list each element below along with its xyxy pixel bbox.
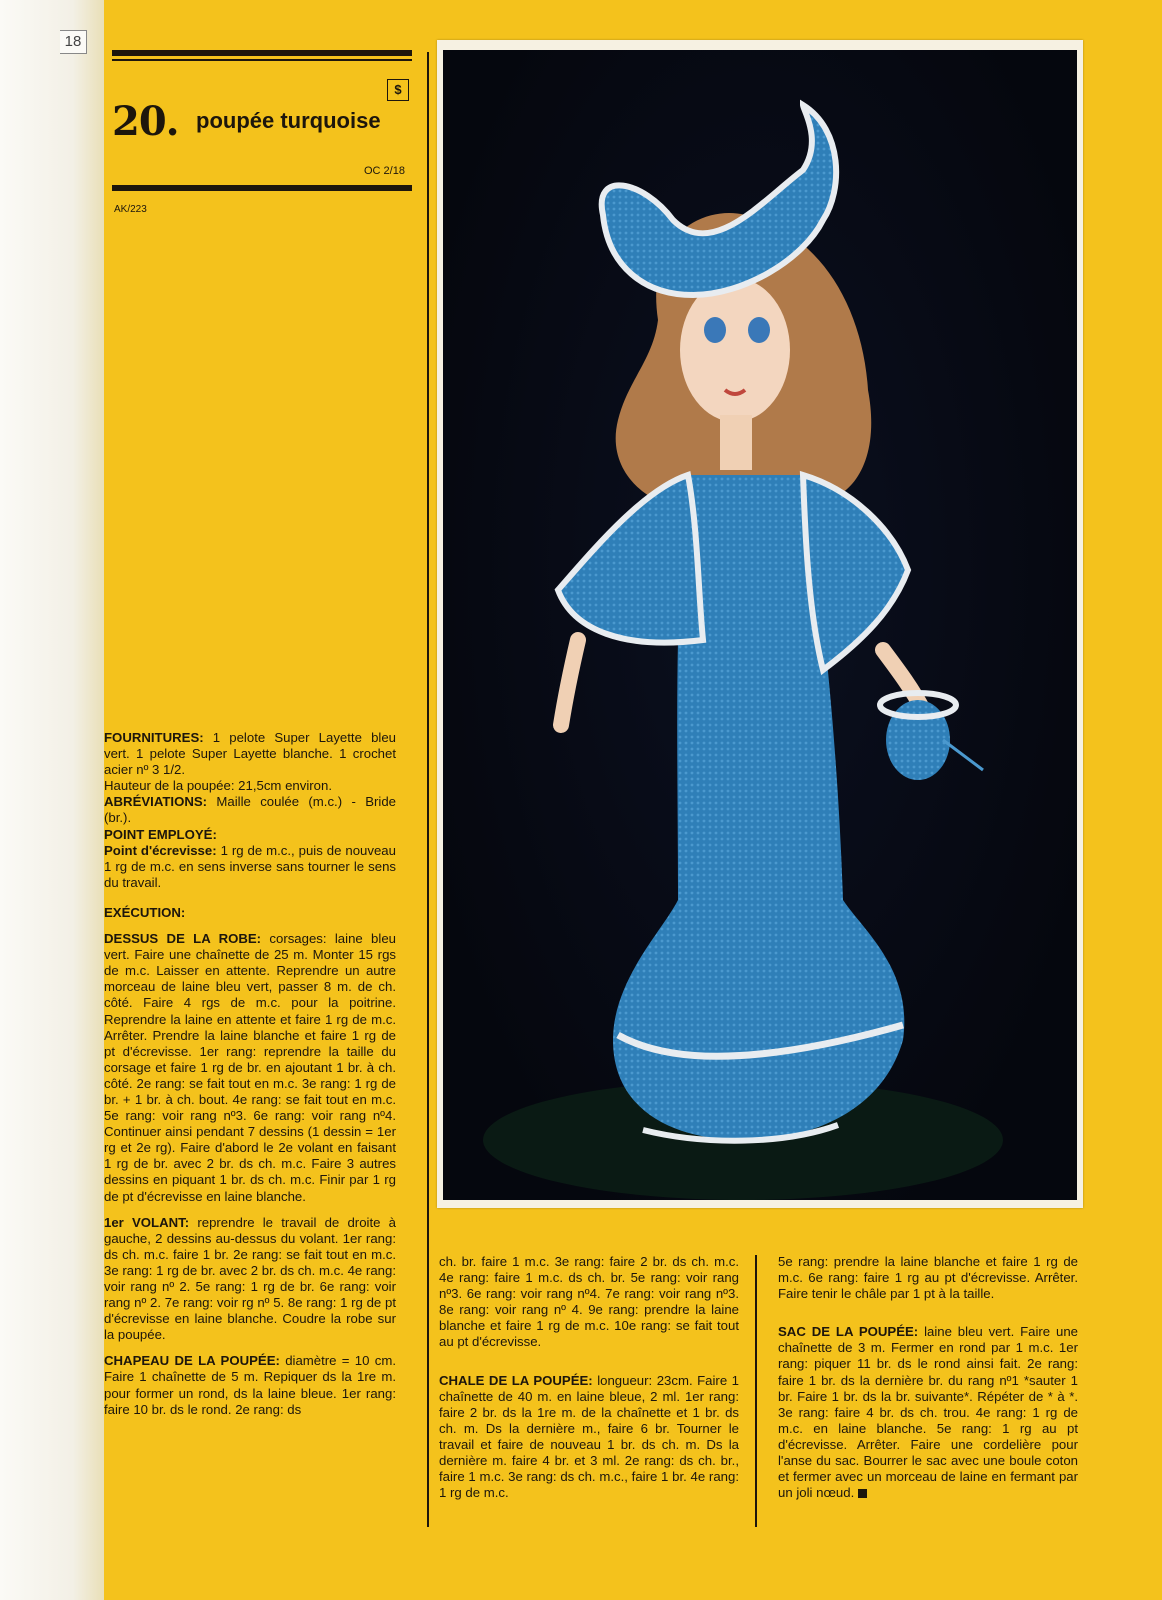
ruffle-text: reprendre le travail de droite à gauche, 2 dessins au-dessus du volant. 1er rang: ds ch. m.c. faire 1 br. 2e rang: se fait tout en m.c. 3e rang: 1 rg de br. avec 2 br. ds ch. m.c. 4e rang: voir rang nº 2. 5e rang: 1 rg de br. 6e rang: voir rang nº 2. 7e rang: voir rg nº 5. 8e rang: 1 rg de pt d'écrevisse en laine blanche. Coudre la robe sur la poupée. bbox=[104, 1214, 396, 1343]
abbreviations-text: Maille coulée (m.c.) - Bride (br.). bbox=[104, 794, 396, 826]
page-margin bbox=[0, 0, 104, 1600]
dress-top-text: corsages: laine bleu vert. Faire une chaînette de 25 m. Monter 15 rgs de m.c. Laisser en attente. Reprendre un autre morceau de laine bleu vert, passer 8 m. de ch. côté. Faire 4 rgs de m.c. pour la poitrine. Reprendre la laine en attente et faire 1 rg de m.c. Arrêter. Prendre la laine blanche et faire 1 rg de pt d'écrevisse. 1er rang: reprendre la taille du corsage et faire 1 rg de br. en ajoutant 1 br. à ch. côté. 2e rang: se fait tout en m.c. 3e rang: 1 rg de br. + 1 br. à ch. bout. 4e rang: se fait tout en m.c. 5e rang: voir rang nº3. 6e rang: voir rang nº4. Continuer ainsi pendant 7 dessins (1 dessin = 1er rg et 2e rg). Faire d'abord le 2e volant en faisant 1 rg de br. avec 2 br. ds ch. m.c. Faire 3 autres dessins en piquant 1 br. ds ch. m.c. Finir par 1 rg de pt d'écrevisse en laine blanche. bbox=[104, 931, 396, 1204]
dress-top-heading: DESSUS DE LA ROBE: bbox=[104, 931, 262, 947]
stitch-name: Point d'écrevisse: bbox=[104, 842, 217, 858]
abbreviations-heading: ABRÉVIATIONS: bbox=[104, 794, 208, 810]
article-code: AK/223 bbox=[114, 204, 147, 215]
header-rule-top-thin bbox=[112, 59, 412, 61]
reference-code: OC 2/18 bbox=[364, 165, 405, 177]
shawl-text: longueur: 23cm. Faire 1 chaînette de 40 m. en laine bleue, 2 ml. 1er rang: faire 2 br. ds la 1re m. de la chaînette et 1 br. ds ch. m. Ds la dernière m., faire 6 br. Tourner le travail et faire de nouveau 1 br. ds ch. m. Ds la dernière m. faire 4 br. et 3 ml. 2e rang: ds ch. br., faire 1 m.c. 3e rang: ds ch. m.c., faire 1 br. 4e rang: 1 rg de m.c. bbox=[439, 1372, 739, 1501]
end-mark bbox=[858, 1489, 867, 1498]
pattern-title: poupée turquoise bbox=[196, 108, 381, 133]
supplies-section bbox=[104, 730, 396, 891]
publisher-logo: $ bbox=[387, 79, 409, 101]
doll-illustration bbox=[443, 50, 1077, 1200]
bag-heading: SAC DE LA POUPÉE: bbox=[778, 1324, 919, 1340]
column-divider-2 bbox=[755, 1255, 757, 1527]
stitch-heading: POINT EMPLOYÉ: bbox=[104, 826, 217, 842]
stitch-text: 1 rg de m.c., puis de nouveau 1 rg de m.c. en sens inverse sans tourner le sens du travail. bbox=[104, 842, 396, 890]
pattern-number: 20. bbox=[112, 98, 179, 145]
page-number: 18 bbox=[60, 30, 87, 54]
header-rule-top bbox=[112, 50, 412, 56]
ruffle-heading: 1er VOLANT: bbox=[104, 1214, 190, 1230]
column-divider bbox=[427, 52, 429, 1527]
column-middle bbox=[439, 1254, 739, 1511]
column-right bbox=[778, 1254, 1078, 1511]
supplies-text: 1 pelote Super Layette bleu vert. 1 pelote Super Layette blanche. 1 crochet acier nº 3 1/2. bbox=[104, 730, 396, 778]
execution-heading: EXÉCUTION: bbox=[104, 904, 186, 920]
shawl-text-continued: 5e rang: prendre la laine blanche et faire 1 rg de m.c. 6e rang: faire 1 rg au pt d'écrevisse. Arrêter. Faire tenir le châle par 1 pt à la taille. bbox=[778, 1254, 1078, 1302]
header-rule-bottom bbox=[112, 185, 412, 191]
doll-height: Hauteur de la poupée: 21,5cm environ. bbox=[104, 778, 332, 794]
hat-text-continued: ch. br. faire 1 m.c. 3e rang: faire 2 br. ds ch. m.c. 4e rang: faire 1 m.c. ds ch. br. 5e rang: voir rang nº3. 6e rang: voir rang nº4. 7e rang: voir rang nº3. 8e rang: voir rang nº 4. 9e rang: prendre la laine blanche et faire 1 rg de m.c. 10e rang: se fait tout au pt d'écrevisse. bbox=[439, 1254, 739, 1350]
doll-photo bbox=[443, 50, 1077, 1200]
column-left bbox=[104, 730, 396, 1428]
shawl-heading: CHALE DE LA POUPÉE: bbox=[439, 1372, 593, 1388]
hat-text: diamètre = 10 cm. Faire 1 chaînette de 5 m. Repiquer ds la 1re m. pour former un rond, ds la laine bleue. 1er rang: faire 10 br. ds le rond. 2e rang: ds bbox=[104, 1353, 397, 1417]
hat-heading: CHAPEAU DE LA POUPÉE: bbox=[104, 1353, 280, 1369]
supplies-heading: FOURNITURES: bbox=[104, 730, 204, 745]
bag-text: laine bleu vert. Faire une chaînette de 3 m. Fermer en rond par 1 m.c. 1er rang: piquer 11 br. ds le rond ainsi fait. 2e rang: faire 1 br. ds la dernière br. du rang nº1 *sauter 1 br. Faire 1 br. ds la br. suivante*. Répéter de * à *. 3e rang: faire 4 br. ds ch. trou. 4e rang: 1 rg de m.c. en laine blanche. 5e rang: 1 rg au pt d'écrevisse. Arrêter. Faire une cordelière pour l'anse du sac. Bourrer le sac avec une boule coton et fermer avec un morceau de laine en fermant par un joli nœud. bbox=[778, 1324, 1078, 1501]
